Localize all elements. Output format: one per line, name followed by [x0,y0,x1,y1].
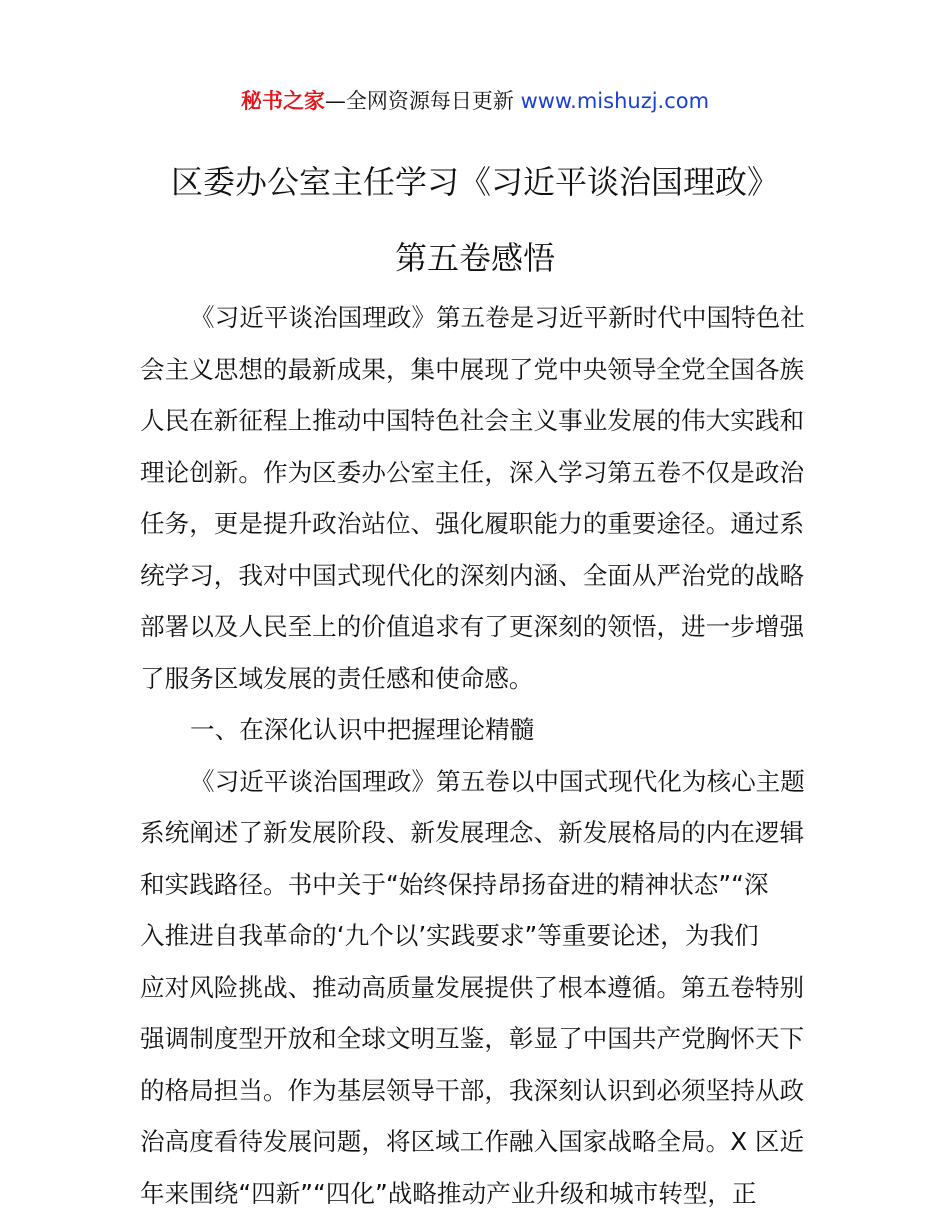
body-line: 《习近平谈治国理政》第五卷是习近平新时代中国特色社 [190,303,805,332]
body-line: 系统阐述了新发展阶段、新发展理念、新发展格局的内在逻辑 [140,818,805,847]
body-line: 理论创新。作为区委办公室主任，深入学习第五卷不仅是政治 [140,457,805,487]
body-line: 统学习，我对中国式现代化的深刻内涵、全面从严治党的战略 [140,560,805,590]
brand-name: 秘书之家 [240,89,325,113]
section-heading: 一、在深化认识中把握理论精髓 [190,715,535,744]
document-body [140,292,812,1219]
body-line: 会主义思想的最新成果，集中展现了党中央领导全党全国各族 [140,354,805,384]
document-title-line-1: 区委办公室主任学习《习近平谈治国理政》 [170,163,779,201]
body-line: 《习近平谈治国理政》第五卷以中国式现代化为核心主题 [190,766,805,796]
body-line: 任务，更是提升政治站位、强化履职能力的重要途径。通过系 [140,509,805,538]
body-line: 治高度看待发展问题，将区域工作融入国家战略全局。X 区近 [140,1127,805,1156]
body-line: 的格局担当。作为基层领导干部，我深刻认识到必须坚持从政 [140,1075,805,1105]
body-line: 部署以及人民至上的价值追求有了更深刻的领悟，进一步增强 [140,612,805,641]
body-line: 强调制度型开放和全球文明互鉴，彰显了中国共产党胸怀天下 [140,1024,805,1053]
site-url-link[interactable]: www.mishuzj.com [520,89,710,113]
body-line: 应对风险挑战、推动高质量发展提供了根本遵循。第五卷特别 [140,972,805,1002]
body-line: 了服务区域发展的责任感和使命感。 [140,663,534,693]
body-line: 年来围绕“四新”“四化”战略推动产业升级和城市转型，正 [140,1178,757,1208]
site-header [0,86,950,116]
body-line: 人民在新征程上推动中国特色社会主义事业发展的伟大实践和 [140,406,805,435]
body-line: 入推进自我革命的‘九个以’实践要求”等重要论述，为我们 [140,921,759,950]
document-title-line-2: 第五卷感悟 [394,239,555,277]
body-line: 和实践路径。书中关于“始终保持昂扬奋进的精神状态”“深 [140,869,769,899]
header-tagline: —全网资源每日更新 [324,89,521,113]
